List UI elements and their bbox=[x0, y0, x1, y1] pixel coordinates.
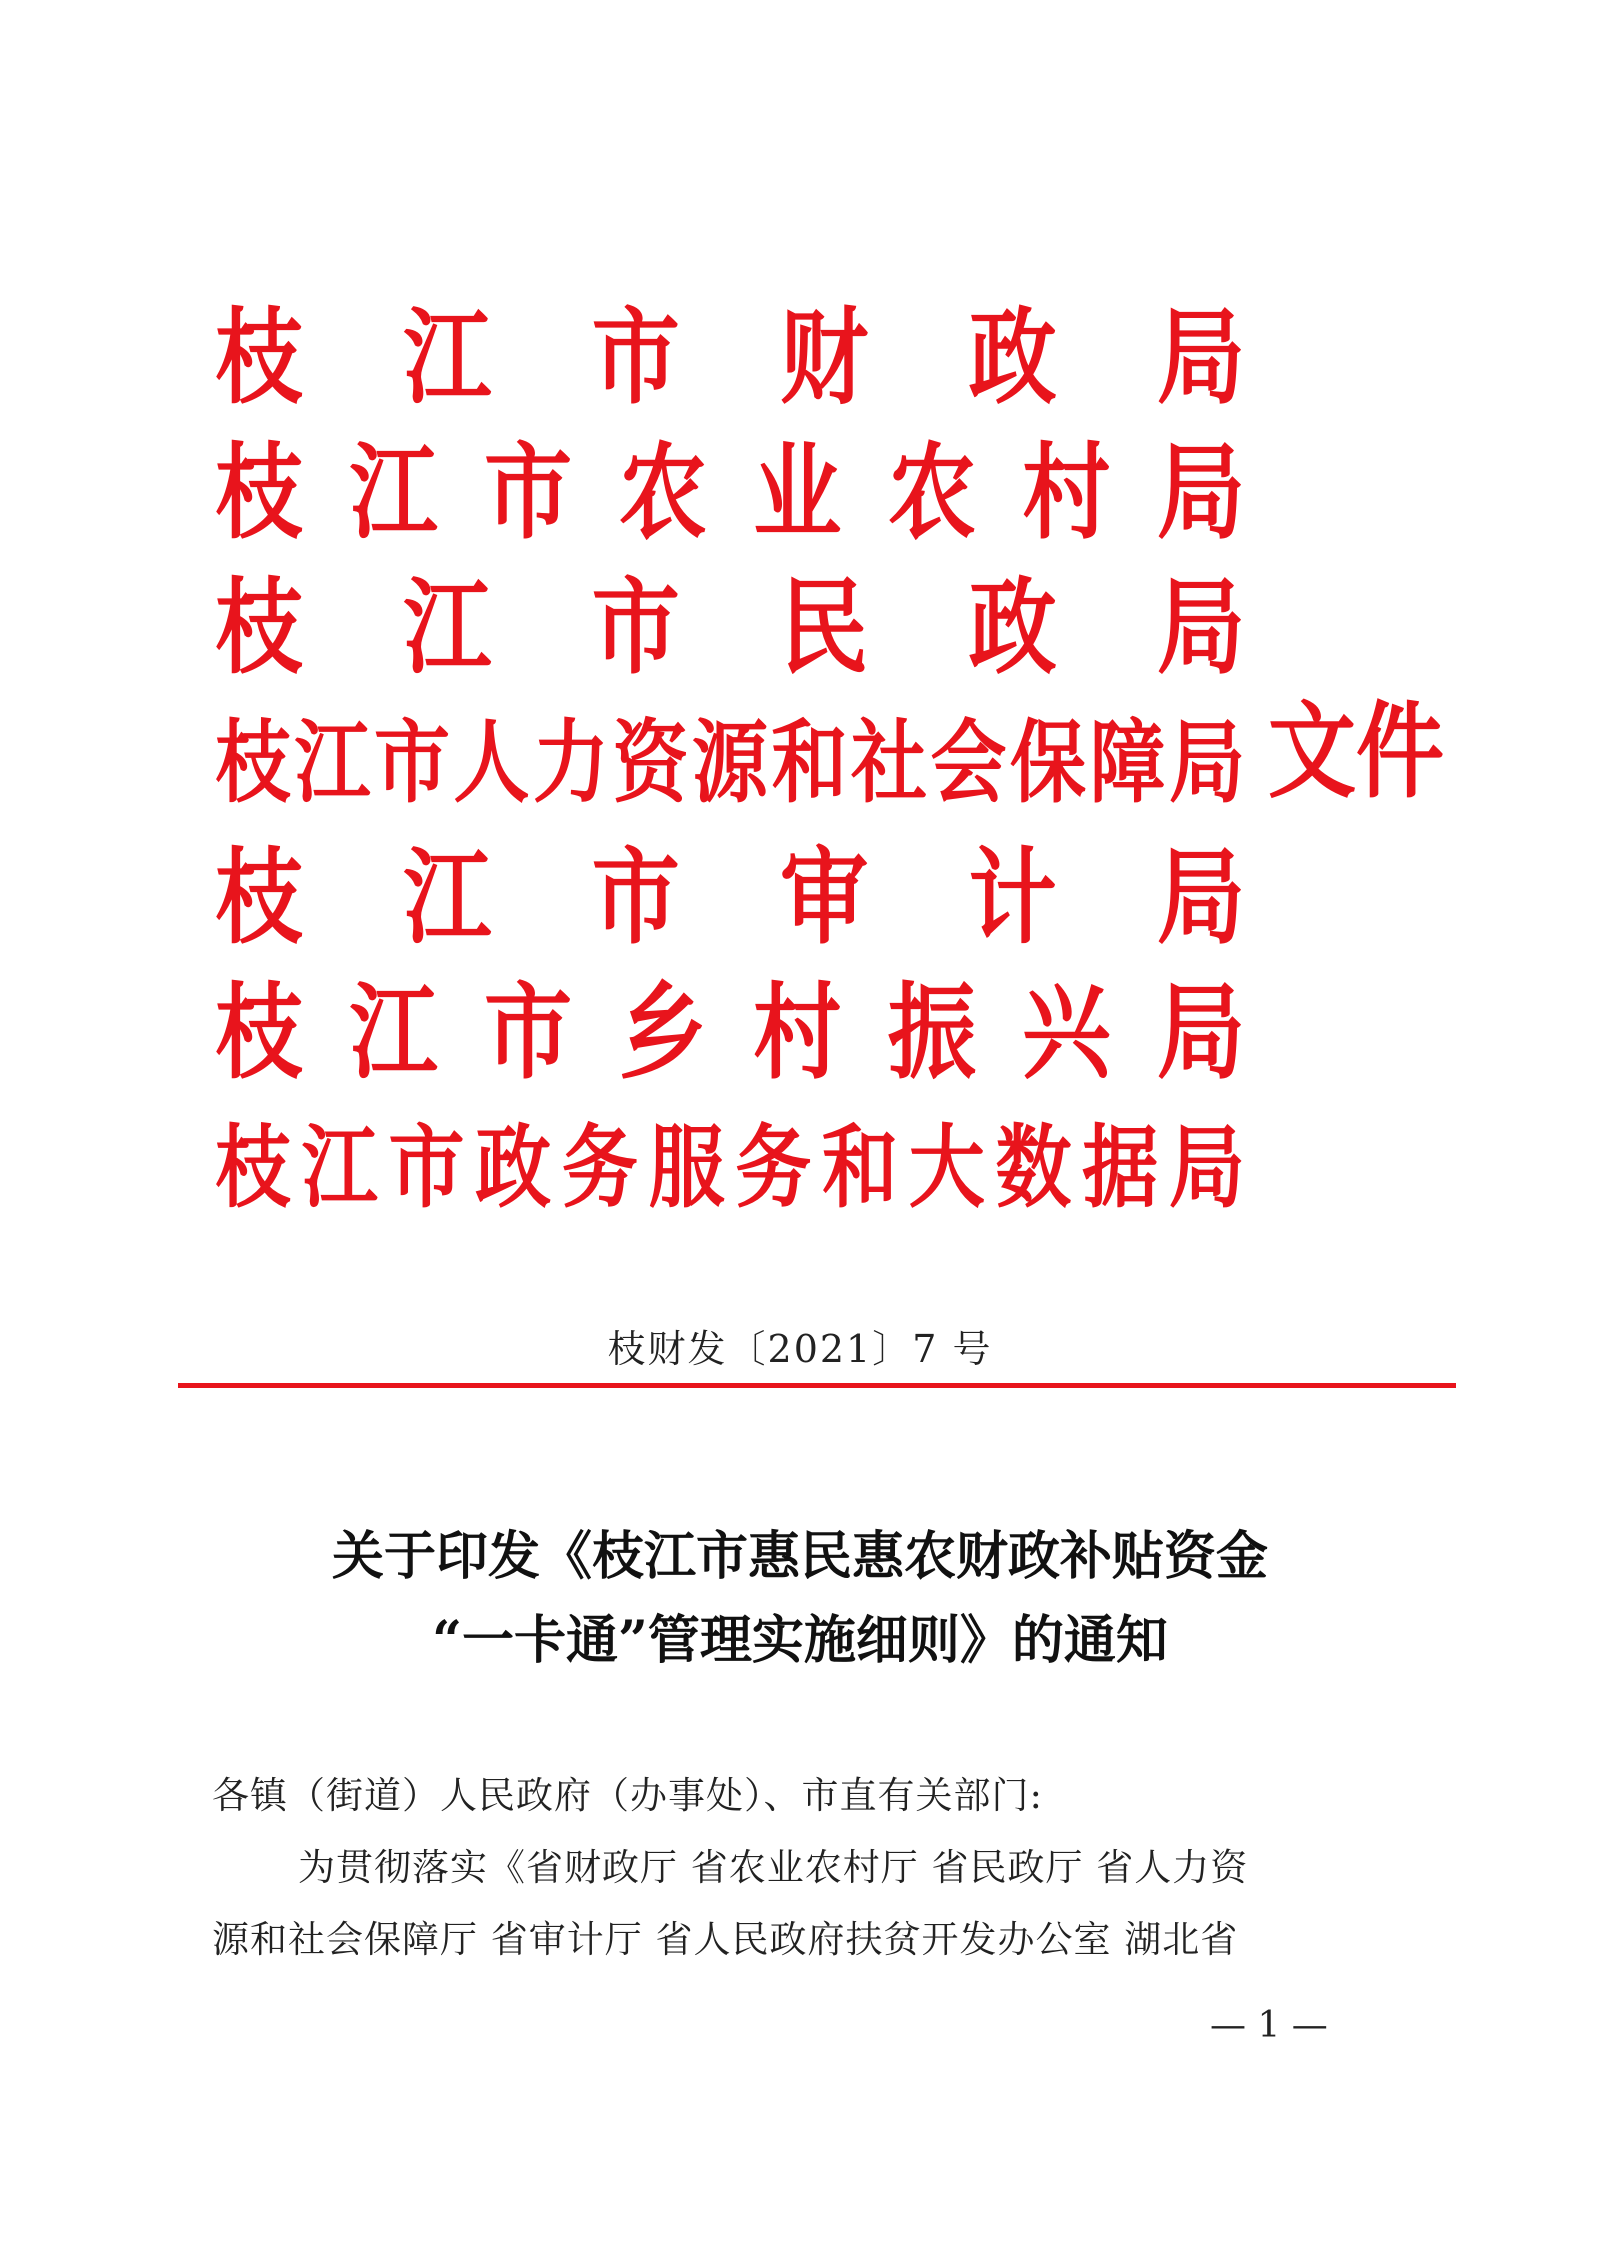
issuer-char: 枝 bbox=[215, 709, 291, 815]
issuer-char: 江 bbox=[301, 1114, 378, 1220]
issuer-char: 市 bbox=[591, 836, 680, 958]
issuer-char: 和 bbox=[822, 1114, 899, 1220]
issuer-char: 会 bbox=[930, 709, 1007, 815]
issuer-char: 乡 bbox=[618, 971, 707, 1093]
issuer-row bbox=[215, 1100, 1245, 1235]
issuer-char: 局 bbox=[1156, 431, 1245, 553]
issuer-char: 村 bbox=[1022, 431, 1111, 553]
issuer-char: 民 bbox=[780, 566, 869, 688]
issuer-char: 江 bbox=[349, 971, 438, 1093]
issuer-char: 力 bbox=[533, 709, 609, 815]
issuer-char: 政 bbox=[475, 1114, 552, 1220]
document-type-label: 文件 bbox=[1268, 690, 1445, 813]
issuer-char: 局 bbox=[1156, 566, 1245, 688]
issuer-char: 市 bbox=[484, 971, 573, 1093]
paragraph-line-1: 为贯彻落实《省财政厅 省农业农村厅 省民政厅 省人力资 bbox=[298, 1846, 1249, 1889]
issuer-char: 江 bbox=[403, 566, 492, 688]
issuer-char: 市 bbox=[484, 431, 573, 553]
issuer-char: 枝 bbox=[215, 1114, 291, 1220]
issuer-char: 振 bbox=[887, 971, 976, 1093]
issuer-char: 政 bbox=[968, 566, 1057, 688]
issuer-char: 枝 bbox=[215, 296, 304, 418]
issuer-char: 兴 bbox=[1022, 971, 1111, 1093]
issuer-char: 局 bbox=[1156, 971, 1245, 1093]
issuer-row bbox=[215, 290, 1245, 425]
issuer-char: 枝 bbox=[215, 431, 304, 553]
issuer-char: 计 bbox=[968, 836, 1057, 958]
issuer-char: 据 bbox=[1082, 1114, 1159, 1220]
issuer-char: 务 bbox=[561, 1114, 638, 1220]
paragraph-line-2: 源和社会保障厅 省审计厅 省人民政府扶贫开发办公室 湖北省 bbox=[212, 1918, 1239, 1961]
issuer-char: 财 bbox=[780, 296, 869, 418]
title-line-1: 关于印发《枝江市惠民惠农财政补贴资金 bbox=[331, 1526, 1268, 1587]
issuer-char: 江 bbox=[403, 836, 492, 958]
issuer-char: 枝 bbox=[215, 566, 304, 688]
document-number: 枝财发〔2021〕7 号 bbox=[607, 1327, 993, 1371]
document-title bbox=[0, 1515, 1600, 1683]
issuer-char: 大 bbox=[908, 1114, 985, 1220]
issuer-char: 枝 bbox=[215, 971, 304, 1093]
issuer-row bbox=[215, 560, 1245, 695]
issuer-char: 市 bbox=[591, 566, 680, 688]
issuer-row bbox=[215, 425, 1245, 560]
issuer-char: 局 bbox=[1156, 296, 1245, 418]
issuer-row bbox=[215, 965, 1245, 1100]
issuer-char: 和 bbox=[771, 709, 848, 815]
issuer-char: 市 bbox=[591, 296, 680, 418]
issuer-letterhead bbox=[215, 290, 1245, 1235]
issuer-char: 保 bbox=[1010, 709, 1086, 815]
issuer-char: 源 bbox=[692, 709, 768, 815]
issuer-char: 数 bbox=[995, 1114, 1072, 1220]
issuer-char: 农 bbox=[618, 431, 707, 553]
issuer-row bbox=[215, 830, 1245, 965]
issuer-char: 村 bbox=[753, 971, 842, 1093]
salutation: 各镇（街道）人民政府（办事处）、市直有关部门: bbox=[212, 1774, 1043, 1817]
issuer-char: 政 bbox=[968, 296, 1057, 418]
issuer-char: 局 bbox=[1156, 836, 1245, 958]
title-line-2: “一卡通”管理实施细则》的通知 bbox=[432, 1610, 1168, 1671]
issuer-char: 农 bbox=[887, 431, 976, 553]
issuer-char: 务 bbox=[735, 1114, 812, 1220]
issuer-char: 人 bbox=[453, 709, 530, 815]
issuer-char: 社 bbox=[851, 709, 927, 815]
issuer-char: 市 bbox=[374, 709, 450, 815]
issuer-char: 局 bbox=[1168, 1114, 1245, 1220]
page-number: — 1 — bbox=[1210, 2005, 1328, 2046]
issuer-char: 服 bbox=[648, 1114, 725, 1220]
issuer-row bbox=[215, 695, 1245, 830]
issuer-char: 江 bbox=[294, 709, 371, 815]
issuer-char: 资 bbox=[612, 709, 689, 815]
issuer-char: 审 bbox=[780, 836, 869, 958]
issuer-char: 江 bbox=[403, 296, 492, 418]
issuer-char: 江 bbox=[349, 431, 438, 553]
issuer-char: 枝 bbox=[215, 836, 304, 958]
issuer-char: 业 bbox=[753, 431, 842, 553]
red-divider-rule bbox=[178, 1383, 1456, 1388]
issuer-char: 局 bbox=[1169, 709, 1245, 815]
issuer-char: 障 bbox=[1089, 709, 1166, 815]
issuer-char: 市 bbox=[388, 1114, 465, 1220]
document-body bbox=[212, 1760, 1392, 1976]
